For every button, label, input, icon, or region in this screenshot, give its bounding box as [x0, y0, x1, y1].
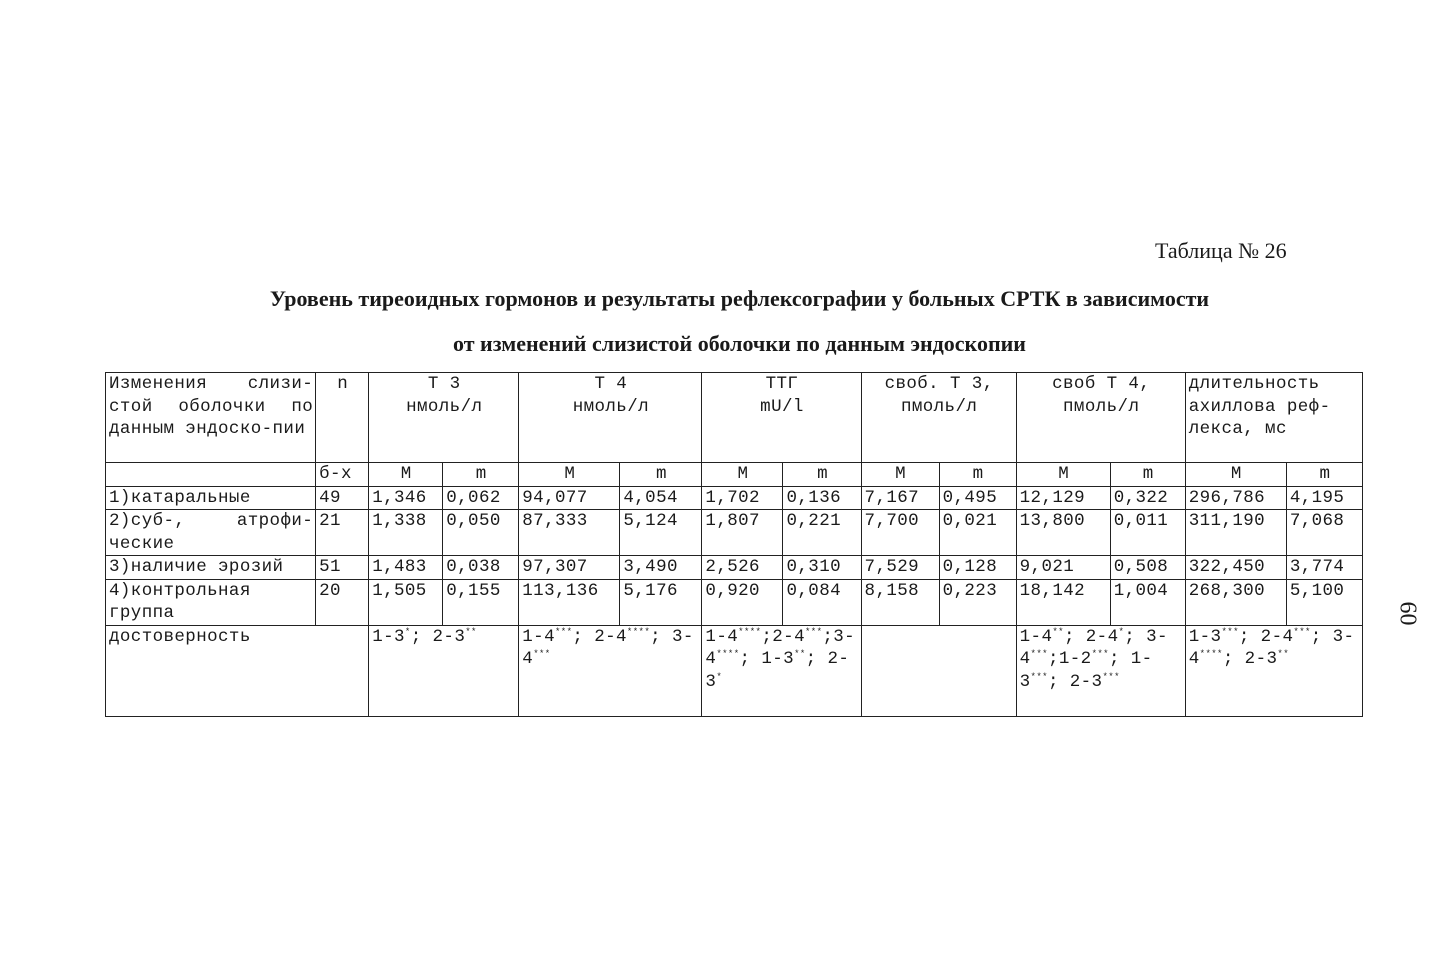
significance-stars: **** [738, 626, 762, 637]
cell-ttg-M: 0,920 [702, 579, 783, 625]
significance-pair: 1-4 [522, 626, 555, 647]
significance-pair: ; 3-4 [1188, 626, 1355, 669]
cell-t4-M: 113,136 [519, 579, 620, 625]
significance-stars: *** [1221, 626, 1239, 637]
table-row [106, 510, 1363, 556]
cell-ttg-m: 0,310 [783, 556, 861, 580]
significance-stars: * [1118, 626, 1125, 637]
cell-t4-m: 4,054 [620, 486, 702, 510]
significance-row [106, 625, 1363, 716]
significance-stars: * [404, 626, 411, 637]
significance-stars: **** [716, 649, 740, 659]
cell-ft4-m: 0,011 [1110, 510, 1185, 556]
significance-t3 [369, 625, 519, 716]
cell-n: 21 [316, 510, 369, 556]
cell-ach-M: 311,190 [1185, 510, 1286, 556]
cell-ft4-M: 12,129 [1016, 486, 1110, 510]
header-n: n [316, 373, 369, 463]
significance-stars: *** [1091, 649, 1109, 659]
cell-ft3-m: 0,021 [939, 510, 1016, 556]
significance-pair: ; 2-4 [1238, 626, 1294, 647]
significance-ttg [702, 625, 861, 716]
significance-stars: **** [626, 626, 651, 637]
significance-t4 [519, 625, 702, 716]
significance-pair: ; 1-3 [739, 649, 795, 669]
significance-pair: ; 3-4 [522, 626, 694, 669]
cell-ttg-m: 0,136 [783, 486, 861, 510]
cell-t3-M: 1,338 [369, 510, 443, 556]
cell-t3-M: 1,505 [369, 579, 443, 625]
cell-ft3-m: 0,128 [939, 556, 1016, 580]
significance-pair: ; 2-3 [1047, 671, 1103, 692]
cell-ach-m: 4,195 [1286, 486, 1362, 510]
cell-t4-m: 5,124 [620, 510, 702, 556]
hormone-table [105, 372, 1363, 717]
significance-pair: 1-4 [1019, 626, 1053, 647]
cell-ach-m: 5,100 [1286, 579, 1362, 625]
significance-pair: ; 3-4 [1019, 626, 1168, 669]
subheader-M: М [519, 463, 620, 487]
cell-ft3-m: 0,495 [939, 486, 1016, 510]
subheader-M: М [369, 463, 443, 487]
significance-stars: *** [1030, 671, 1048, 682]
subheader-m: m [1286, 463, 1362, 487]
subheader-empty [106, 463, 316, 487]
significance-stars: *** [1293, 626, 1311, 637]
cell-t4-M: 97,307 [519, 556, 620, 580]
cell-ach-M: 322,450 [1185, 556, 1286, 580]
cell-ft4-m: 0,508 [1110, 556, 1185, 580]
table-number: Таблица № 26 [1155, 238, 1287, 263]
cell-t3-M: 1,346 [369, 486, 443, 510]
cell-ft3-M: 8,158 [861, 579, 939, 625]
cell-ft4-m: 1,004 [1110, 579, 1185, 625]
row-label: 2)суб-, атрофи-ческие [106, 510, 316, 556]
table-title-line-1: Уровень тиреоидных гормонов и результаты рефлексографии у больных СРТК в зависимости [269, 286, 1210, 311]
significance-stars: ** [1277, 649, 1289, 659]
significance-pair: 1-3 [372, 626, 405, 647]
subheader-n-unit: б-х [316, 463, 369, 487]
cell-ft3-m: 0,223 [939, 579, 1016, 625]
header-changes: Изменения слизи-стой оболочки по данным эндоско-пии [106, 373, 316, 463]
significance-pair: ; 2-4 [572, 626, 627, 647]
significance-label: достоверность [106, 625, 369, 716]
cell-t3-m: 0,038 [443, 556, 519, 580]
subheader-row [106, 463, 1363, 487]
cell-ft3-M: 7,167 [861, 486, 939, 510]
significance-stars: ** [465, 626, 477, 637]
subheader-m: m [1110, 463, 1185, 487]
significance-pair: ; 1-3 [1019, 649, 1153, 692]
subheader-M: М [702, 463, 783, 487]
cell-ft4-M: 9,021 [1016, 556, 1110, 580]
cell-n: 20 [316, 579, 369, 625]
significance-pair: ;2-4 [761, 626, 805, 647]
significance-pair: ;3-4 [705, 626, 856, 669]
table-title-line-2: от изменений слизистой оболочки по данным эндоскопии [453, 331, 1026, 356]
cell-ach-M: 296,786 [1185, 486, 1286, 510]
significance-pair: ; 2-4 [1063, 626, 1119, 647]
row-label: 4)контрольная группа [106, 579, 316, 625]
significance-pair: ; 2-3 [410, 626, 466, 647]
cell-t3-m: 0,062 [443, 486, 519, 510]
cell-ach-m: 7,068 [1286, 510, 1362, 556]
significance-pair: 1-4 [705, 626, 739, 647]
table-row [106, 556, 1363, 580]
significance-free-t4 [1016, 625, 1185, 716]
subheader-m: m [620, 463, 702, 487]
significance-stars: ** [794, 649, 806, 659]
header-free-t4: своб Т 4, пмоль/л [1016, 373, 1185, 463]
page-number: 60 [1394, 601, 1421, 626]
significance-stars: *** [533, 649, 551, 659]
header-achilles-reflex: длительность ахиллова реф-лекса, мс [1185, 373, 1362, 463]
cell-ttg-m: 0,221 [783, 510, 861, 556]
row-label: 1)катаральные [106, 486, 316, 510]
row-label: 3)наличие эрозий [106, 556, 316, 580]
significance-stars: *** [1030, 649, 1048, 659]
significance-achilles [1185, 625, 1362, 716]
significance-pair: ;1-2 [1047, 649, 1092, 669]
table-row [106, 579, 1363, 625]
cell-t3-m: 0,155 [443, 579, 519, 625]
significance-stars: * [716, 671, 723, 682]
significance-stars: **** [1199, 649, 1223, 659]
subheader-M: М [1185, 463, 1286, 487]
cell-ttg-m: 0,084 [783, 579, 861, 625]
cell-t4-M: 94,077 [519, 486, 620, 510]
subheader-m: m [443, 463, 519, 487]
header-free-t3: своб. Т 3, пмоль/л [861, 373, 1016, 463]
cell-ft4-M: 18,142 [1016, 579, 1110, 625]
significance-pair: ; 2-3 [1222, 649, 1278, 669]
significance-pair: ; 2-3 [705, 649, 850, 692]
subheader-M: М [861, 463, 939, 487]
cell-ttg-M: 1,807 [702, 510, 783, 556]
cell-t3-M: 1,483 [369, 556, 443, 580]
cell-n: 51 [316, 556, 369, 580]
header-row [106, 373, 1363, 463]
header-t3: Т 3 нмоль/л [369, 373, 519, 463]
cell-ft4-m: 0,322 [1110, 486, 1185, 510]
cell-t4-m: 3,490 [620, 556, 702, 580]
cell-ttg-M: 2,526 [702, 556, 783, 580]
cell-ach-M: 268,300 [1185, 579, 1286, 625]
cell-t4-m: 5,176 [620, 579, 702, 625]
cell-ft3-M: 7,700 [861, 510, 939, 556]
header-ttg: ТТГ mU/l [702, 373, 861, 463]
cell-ach-m: 3,774 [1286, 556, 1362, 580]
significance-stars: *** [804, 626, 823, 637]
cell-ft3-M: 7,529 [861, 556, 939, 580]
significance-free-t3 [861, 625, 1016, 716]
cell-t3-m: 0,050 [443, 510, 519, 556]
cell-n: 49 [316, 486, 369, 510]
cell-ft4-M: 13,800 [1016, 510, 1110, 556]
subheader-M: М [1016, 463, 1110, 487]
significance-stars: ** [1052, 626, 1064, 637]
subheader-m: m [783, 463, 861, 487]
header-t4: Т 4 нмоль/л [519, 373, 702, 463]
table-row [106, 486, 1363, 510]
cell-t4-M: 87,333 [519, 510, 620, 556]
subheader-m: m [939, 463, 1016, 487]
significance-stars: *** [555, 626, 573, 637]
significance-stars: *** [1102, 671, 1120, 682]
significance-pair: 1-3 [1188, 626, 1222, 647]
cell-ttg-M: 1,702 [702, 486, 783, 510]
